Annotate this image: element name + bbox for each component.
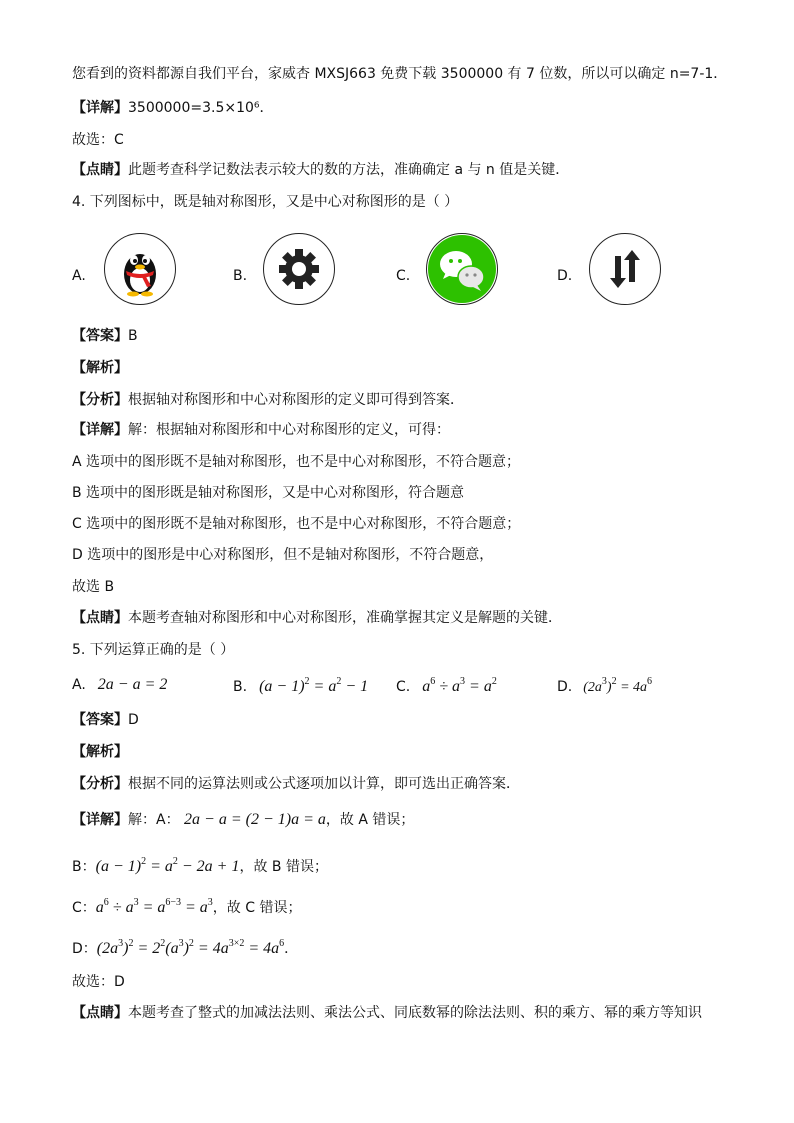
question-4-text: 4. 下列图标中，既是轴对称图形，又是中心对称图形的是（ ）: [72, 194, 459, 210]
formula-b: $(a - 1)^2 = a^2 - 2a + 1$: [95, 856, 240, 875]
comment-tag: 【点睛】: [72, 1005, 128, 1021]
formula-a: 2a − a = (2 − 1)a = a: [184, 811, 326, 828]
detail-prefix: 解：A：: [128, 812, 180, 828]
q4-answer-line: [72, 326, 138, 346]
detail-tag: 【详解】: [72, 422, 128, 438]
answer-tag: 【答案】: [72, 328, 128, 344]
q4-option-c-explain: C 选项中的图形既不是轴对称图形，也不是中心对称图形，不符合题意；: [72, 516, 521, 532]
fenxi-text: 根据不同的运算法则或公式逐项加以计算，即可选出正确答案．: [128, 776, 520, 792]
q4-detail-line: [72, 420, 450, 440]
q5-option-a-label: A.: [72, 677, 86, 693]
comment-tag: 【点睛】: [72, 162, 128, 178]
fenxi-tag: 【分析】: [72, 776, 128, 792]
comment-text: 本题考查轴对称图形和中心对称图形，准确掌握其定义是解题的关键．: [128, 610, 562, 626]
formula-d: $(2a^3)^2 = 2^2(a^3)^2 = 4a^{3\times 2} = 4a^6$: [96, 938, 285, 957]
intro-line: [72, 64, 727, 84]
choose-line-3: [72, 130, 124, 150]
detail-tag: 【详解】: [72, 812, 128, 828]
formula-c: $a^6 \div a^3 = a^{6-3} = a^3$: [95, 897, 213, 916]
answer-value: D: [128, 712, 139, 728]
q5-option-d: D. $(2a^3)^2 = 4a^6$: [557, 676, 653, 695]
q5-detail-c: [72, 893, 301, 918]
q4-choose-line: 故选 B: [72, 579, 115, 595]
q4-analysis-heading: 【解析】: [72, 360, 128, 376]
question-5-title: 5. 下列运算正确的是（ ）: [72, 642, 235, 658]
option-b-label: B.: [233, 268, 248, 284]
q5-detail-a: [72, 810, 414, 830]
comment-text: 此题考查科学记数法表示较大的数的方法，准确确定 a 与 n 值是关键．: [128, 162, 570, 178]
detail-suffix: ，故 A 错误；: [325, 812, 415, 828]
intro-text: 您看到的资料都源自我们平台，家威杏 MXSJ663 免费下载 3500000 有 7 位数，所以可以确定 n=7-1．: [72, 66, 728, 82]
q5-option-d-label: D.: [557, 679, 573, 695]
q5-detail-d: [72, 934, 298, 959]
chat-bubbles-icon: [426, 233, 498, 305]
q5-analysis-heading: 【解析】: [72, 744, 128, 760]
answer-tag: 【答案】: [72, 712, 128, 728]
d-prefix: D：: [72, 941, 97, 957]
option-d-label: D.: [557, 268, 573, 284]
fenxi-tag: 【分析】: [72, 392, 128, 408]
q5-option-c: C. $a^6 \div a^3 = a^2$: [396, 676, 497, 695]
b-suffix: ，故 B 错误；: [239, 859, 328, 875]
detail-tag: 【详解】: [72, 100, 128, 116]
comment-tag: 【点睛】: [72, 610, 128, 626]
q5-option-a: A. 2a − a = 2: [72, 676, 168, 693]
detail-line-3: [72, 98, 274, 118]
q4-fenxi-line: [72, 390, 464, 410]
answer-value: B: [128, 328, 138, 344]
q5-fenxi-line: [72, 774, 520, 794]
q4-comment-line: [72, 608, 562, 628]
fenxi-text: 根据轴对称图形和中心对称图形的定义即可得到答案．: [128, 392, 464, 408]
d-suffix: ．: [284, 941, 299, 957]
detail-text: 解：根据轴对称图形和中心对称图形的定义，可得：: [128, 422, 450, 438]
option-a-label: A.: [72, 268, 86, 284]
penguin-icon: [104, 233, 176, 305]
q5-choose-line: 故选：D: [72, 974, 125, 990]
q5-detail-b: [72, 852, 328, 877]
c-prefix: C：: [72, 900, 96, 916]
q5-option-c-label: C.: [396, 679, 411, 695]
q4-option-b-explain: B 选项中的图形既是轴对称图形，又是中心对称图形，符合题意: [72, 485, 465, 501]
gear-icon: [263, 233, 335, 305]
choose-text: 故选：C: [72, 132, 124, 148]
q4-option-d-explain: D 选项中的图形是中心对称图形，但不是轴对称图形，不符合题意，: [72, 547, 494, 563]
c-suffix: ，故 C 错误；: [212, 900, 302, 916]
detail-text: 3500000=3.5×10⁶．: [128, 100, 274, 116]
q5-option-b: B. $(a - 1)^2 = a^2 - 1$: [233, 676, 369, 695]
comment-line-3: [72, 160, 569, 180]
up-down-arrows-icon: [589, 233, 661, 305]
q4-option-a-explain: A 选项中的图形既不是轴对称图形，也不是中心对称图形，不符合题意；: [72, 454, 521, 470]
question-4-title: [72, 192, 458, 212]
comment-text: 本题考查了整式的加减法法则、乘法公式、同底数幂的除法法则、积的乘方、幂的乘方等知识: [128, 1005, 702, 1021]
option-c-label: C.: [396, 268, 411, 284]
q5-option-b-label: B.: [233, 679, 248, 695]
q5-comment-line: [72, 1003, 702, 1023]
b-prefix: B：: [72, 859, 96, 875]
q5-answer-line: [72, 710, 139, 730]
